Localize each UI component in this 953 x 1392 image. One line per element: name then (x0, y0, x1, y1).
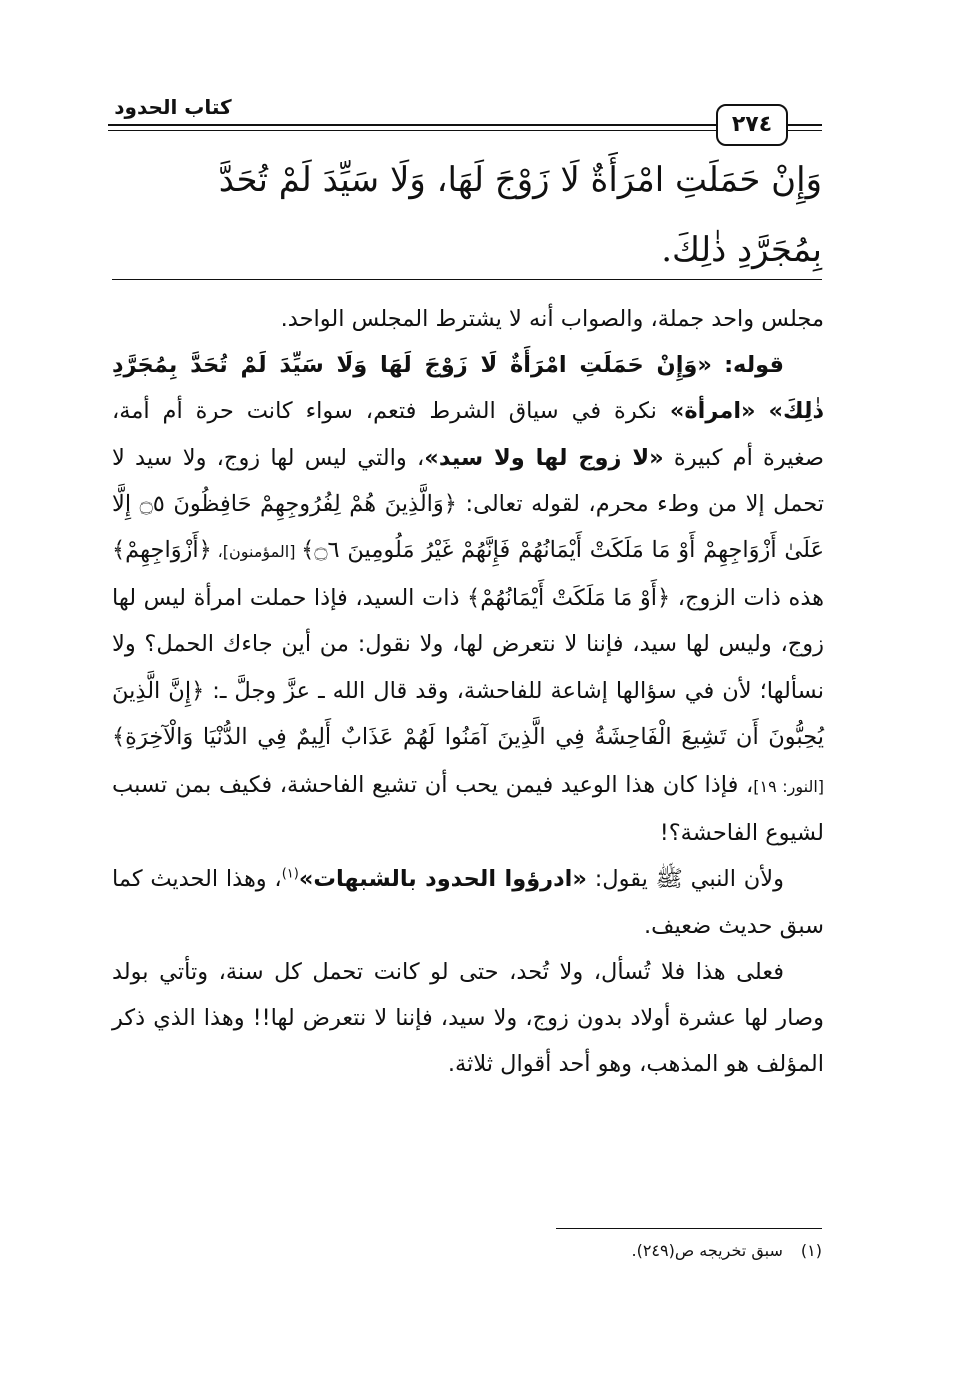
matn-separator (112, 279, 822, 280)
paragraph-1: مجلس واحد جملة، والصواب أنه لا يشترط المجلس الواحد. (280, 306, 824, 332)
footnote-separator (556, 1228, 822, 1229)
quran-word-azwajihim: ﴿أَزْوَاجِهِمْ﴾ (112, 537, 212, 564)
footnote-text: سبق تخريجه ص(٢٤٩). (631, 1241, 783, 1260)
hadith-quote: «ادرؤوا الحدود بالشبهات» (298, 866, 587, 893)
paragraph-2 (112, 342, 824, 856)
keyword-phrase: «لا زوج لها ولا سيد» (424, 444, 664, 471)
quran-verse-muminun: ﴿وَالَّذِينَ هُمْ لِفُرُوجِهِمْ حَافِظُونَ ۝٥ إِلَّا عَلَىٰ أَزْوَاجِهِمْ أَوْ مَا مَلَكَتْ أَيْمَانُهُمْ فَإِنَّهُمْ غَيْرُ مَلُومِينَ ۝٦﴾ (112, 490, 824, 564)
page-number: ٢٧٤ (716, 104, 788, 146)
paragraph-3-text-a: ولأن النبي ﷺ يقول: (586, 866, 784, 893)
qawluhu-label: قوله: (724, 352, 784, 379)
paragraph-3-text-b: ، وهذا الحديث كما سبق حديث ضعيف. (112, 866, 824, 939)
footnote-marker: (١) (281, 866, 299, 882)
footnote-number: (١) (800, 1241, 822, 1260)
keyword-imraa: «امرأة» (669, 398, 756, 425)
header-rule-right-top (785, 124, 822, 126)
paragraph-2-text-d: ذات السيد، فإذا حملت امرأة ليس لها زوج، وليس لها سيد، فإننا لا نتعرض لها، ولا نقول: من أين جاءك الحمل؟ ولا نسألها؛ لأن في سؤالها إشاعة للفاحشة، وقد قال الله ـ عزَّ وجلَّ ـ: (112, 585, 825, 704)
quran-phrase-aymanuhum: ﴿أَوْ مَا مَلَكَتْ أَيْمَانُهُمْ﴾ (467, 585, 671, 612)
paragraph-2-text-b: ، والتي ليس لها زوج، ولا سيد لا تحمل إلا من وطء محرم، لقوله تعالى: (112, 444, 824, 517)
matn-line-2: بِمُجَرَّدِ ذٰلِكَ. (661, 230, 822, 270)
paragraph-4: فعلى هذا فلا تُسأل، ولا تُحد، حتى لو كانت تحمل كل سنة، وتأتي بولد وصار لها عشرة أولاد بدون زوج، ولا سيد، فإننا لا نتعرض لها!! وهذا الذي ذكر المؤلف هو المذهب، وهو أحد أقوال ثلاثة. (112, 958, 824, 1078)
matn-line-1: وَإِنْ حَمَلَتِ امْرَأَةٌ لَا زَوْجَ لَهَا، وَلَا سَيِّدَ لَمْ تُحَدَّ (218, 160, 822, 200)
footnote (400, 1238, 822, 1264)
paragraph-2-text-a: نكرة في سياق الشرط فتعم، سواء كانت حرة أم أمة، صغيرة أم كبيرة (112, 398, 824, 471)
paragraph-2-text-c: هذه ذات الزوج، (670, 585, 824, 612)
running-header-title: كتاب الحدود (114, 95, 232, 119)
paragraph-3 (112, 856, 824, 948)
verse-reference-muminun: [المؤمنون]، (211, 542, 302, 562)
matn-text (112, 145, 822, 285)
header-rule-bottom (108, 130, 718, 131)
header-rule-top (108, 124, 718, 126)
matn-quote: «وَإِنْ حَمَلَتِ امْرَأَةٌ لَا زَوْجَ لَهَا وَلَا سَيِّدَ لَمْ تُحَدَّ بِمُجَرَّدِ ذٰلِكَ» (112, 352, 824, 425)
paragraph-2-text-e: ، فإذا كان هذا الوعيد فيمن يحب أن تشيع الفاحشة، فكيف بمن تسبب لشيوع الفاحشة؟! (112, 772, 824, 847)
verse-reference-nur: [النور: ١٩] (753, 777, 825, 797)
header-rule-right-bottom (785, 130, 822, 131)
commentary-body (112, 296, 824, 1087)
quran-verse-nur: ﴿إِنَّ الَّذِينَ يُحِبُّونَ أَن تَشِيعَ الْفَاحِشَةُ فِي الَّذِينَ آمَنُوا لَهُمْ عَذَابٌ أَلِيمٌ فِي الدُّنْيَا وَالْآخِرَةِ﴾ (112, 677, 824, 750)
